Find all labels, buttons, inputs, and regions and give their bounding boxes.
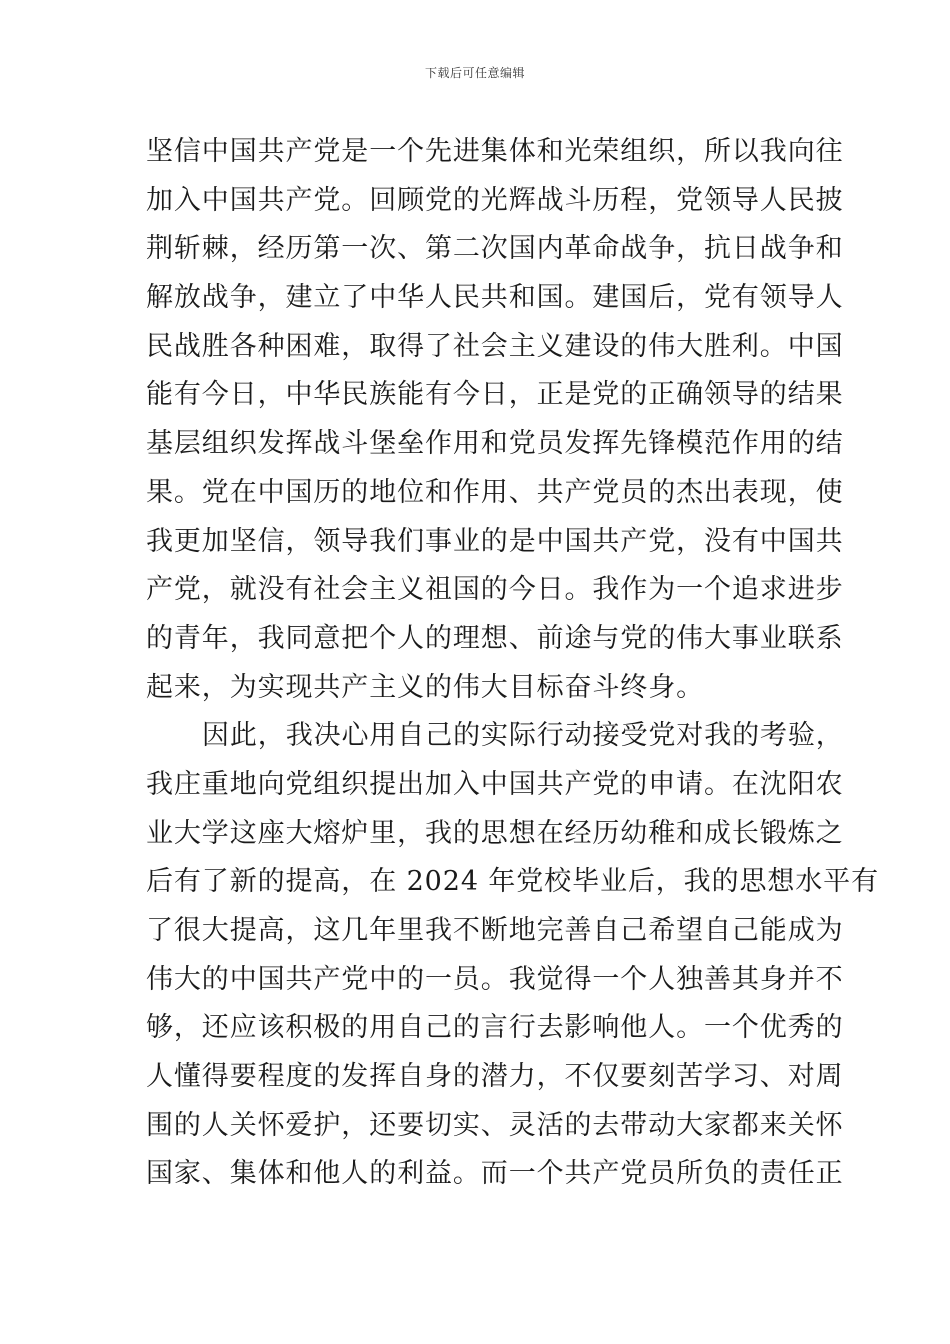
text-line-first-indented: 因此，我决心用自己的实际行动接受党对我的考验， <box>202 720 844 752</box>
page-header: 下载后可任意编辑 <box>424 66 525 80</box>
text-line: 加入中国共产党。回顾党的光辉战斗历程，党领导人民披 <box>146 184 844 216</box>
text-line: 够，还应该积极的用自己的言行去影响他人。一个优秀的 <box>146 1012 844 1044</box>
text-line: 坚信中国共产党是一个先进集体和光荣组织，所以我向往 <box>146 136 844 167</box>
text-line: 人懂得要程度的发挥自身的潜力，不仅要刻苦学习、对周 <box>146 1061 844 1093</box>
text-line: 果。党在中国历的地位和作用、共产党员的杰出表现，使 <box>146 476 844 508</box>
text-line: 伟大的中国共产党中的一员。我觉得一个人独善其身并不 <box>146 963 844 995</box>
text-line: 我更加坚信，领导我们事业的是中国共产党，没有中国共 <box>146 525 844 557</box>
text-line: 国家、集体和他人的利益。而一个共产党员所负的责任正 <box>146 1158 844 1190</box>
text-line: 了很大提高，这几年里我不断地完善自己希望自己能成为 <box>146 915 844 946</box>
text-line: 业大学这座大熔炉里，我的思想在经历幼稚和成长锻炼之 <box>146 817 844 849</box>
text-line: 起来，为实现共产主义的伟大目标奋斗终身。 <box>146 671 704 703</box>
paragraph-2 <box>146 712 879 1199</box>
text-line: 能有今日，中华民族能有今日，正是党的正确领导的结果 <box>146 379 844 411</box>
text-line: 荆斩棘，经历第一次、第二次国内革命战争，抗日战争和 <box>146 233 844 265</box>
paragraph-1 <box>146 128 844 712</box>
text-line: 基层组织发挥战斗堡垒作用和党员发挥先锋模范作用的结 <box>146 428 844 460</box>
text-line: 后有了新的提高，在 2024 年党校毕业后，我的思想水平有 <box>146 866 879 898</box>
text-line: 围的人关怀爱护，还要切实、灵活的去带动大家都来关怀 <box>146 1109 844 1141</box>
document-body <box>146 128 879 1199</box>
text-line: 产党，就没有社会主义祖国的今日。我作为一个追求进步 <box>146 574 844 606</box>
text-line: 解放战争，建立了中华人民共和国。建国后，党有领导人 <box>146 282 844 314</box>
text-line: 的青年，我同意把个人的理想、前途与党的伟大事业联系 <box>146 622 844 654</box>
text-line: 我庄重地向党组织提出加入中国共产党的申请。在沈阳农 <box>146 768 844 800</box>
text-line: 民战胜各种困难，取得了社会主义建设的伟大胜利。中国 <box>146 330 844 362</box>
